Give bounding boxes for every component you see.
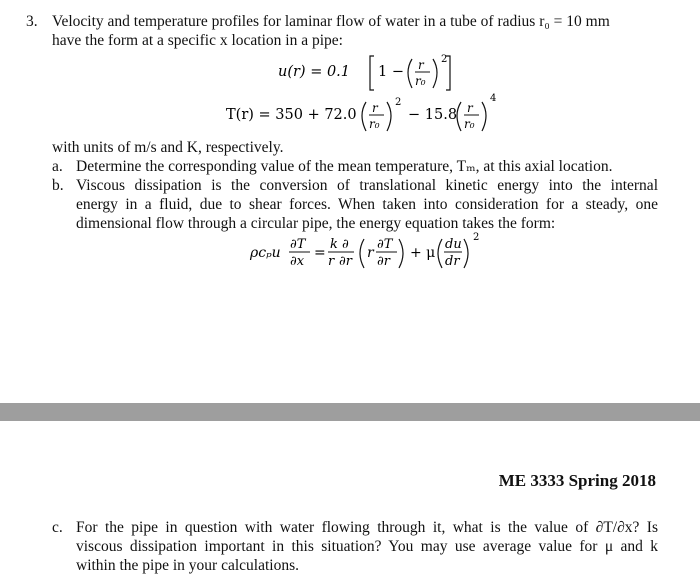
energy-r: r — [328, 254, 335, 269]
item-b-label: b. — [52, 177, 64, 194]
problem-number: 3. — [26, 13, 38, 30]
energy-plus-mu: + μ — [410, 245, 436, 261]
item-a-label: a. — [52, 158, 63, 175]
energy-left-paren-1 — [360, 239, 364, 268]
left-paren — [408, 59, 412, 88]
item-b-line-3: dimensional flow through a circular pipe, the energy equation takes the form: — [76, 215, 556, 232]
energy-dr-3: dr — [445, 254, 460, 269]
temperature-frac-num-2: r — [467, 101, 473, 115]
energy-right-paren-1 — [399, 239, 403, 268]
energy-dr-2: ∂r — [377, 254, 390, 269]
item-c-line-3: within the pipe in your calculations. — [76, 557, 299, 574]
temperature-lhs: T(r) = 350 + 72.0 — [226, 107, 357, 123]
energy-du: du — [445, 237, 462, 252]
energy-dT-2: ∂T — [377, 237, 393, 252]
velocity-one-minus: 1 − — [378, 64, 404, 80]
temperature-equation — [226, 93, 526, 137]
item-c-line-2: viscous dissipation important in this situation? You may use average value for μ and k — [76, 538, 658, 555]
course-header: ME 3333 Spring 2018 — [498, 471, 656, 490]
energy-dx: ∂x — [290, 254, 305, 269]
temperature-minus-term: − 15.8 — [408, 107, 458, 123]
units-line: with units of m/s and K, respectively. — [52, 139, 284, 156]
left-paren-1 — [362, 102, 366, 131]
energy-left-paren-2 — [438, 239, 442, 268]
item-b-line-2: energy in a fluid, due to shear forces. When taken into consideration for a steady, one — [76, 196, 658, 213]
left-paren-2 — [457, 102, 461, 131]
right-paren-1 — [387, 102, 391, 131]
temperature-exp-1: 2 — [395, 97, 402, 108]
velocity-lhs: u(r) = 0.1 — [278, 64, 351, 80]
item-c-line-1: For the pipe in question with water flowing through it, what is the value of ∂T/∂x? Is — [76, 519, 658, 536]
item-b-line-1: Viscous dissipation is the conversion of translational kinetic energy into the internal — [76, 177, 658, 194]
velocity-frac-den: r₀ — [415, 74, 426, 88]
left-bracket — [370, 56, 374, 90]
item-a-text: Determine the corresponding value of the mean temperature, Tₘ, at this axial location. — [76, 158, 613, 175]
temperature-exp-2: 4 — [490, 93, 497, 104]
energy-equals: = — [314, 245, 326, 261]
energy-equation — [250, 231, 500, 275]
page-separator — [0, 403, 700, 421]
energy-r-inner: r — [367, 245, 374, 261]
energy-lhs-coeff: ρcₚu — [250, 245, 281, 261]
velocity-frac-num: r — [418, 58, 424, 72]
item-c-label: c. — [52, 519, 63, 536]
temperature-frac-num-1: r — [372, 101, 378, 115]
problem-statement-line-1: Velocity and temperature profiles for laminar flow of water in a tube of radius r₀ = 10 mm — [52, 13, 610, 30]
temperature-frac-den-1: r₀ — [369, 117, 380, 131]
energy-right-paren-2 — [464, 239, 468, 268]
temperature-frac-den-2: r₀ — [464, 117, 475, 131]
right-paren — [433, 59, 437, 88]
energy-partial: ∂ — [342, 237, 349, 252]
energy-dT: ∂T — [290, 237, 306, 252]
energy-dr: ∂r — [339, 254, 352, 269]
problem-statement-line-2: have the form at a specific x location in a pipe: — [52, 32, 343, 49]
energy-exp: 2 — [473, 232, 480, 243]
velocity-equation — [278, 50, 478, 94]
energy-k: k — [330, 237, 338, 252]
velocity-exp: 2 — [441, 54, 448, 65]
right-paren-2 — [482, 102, 486, 131]
